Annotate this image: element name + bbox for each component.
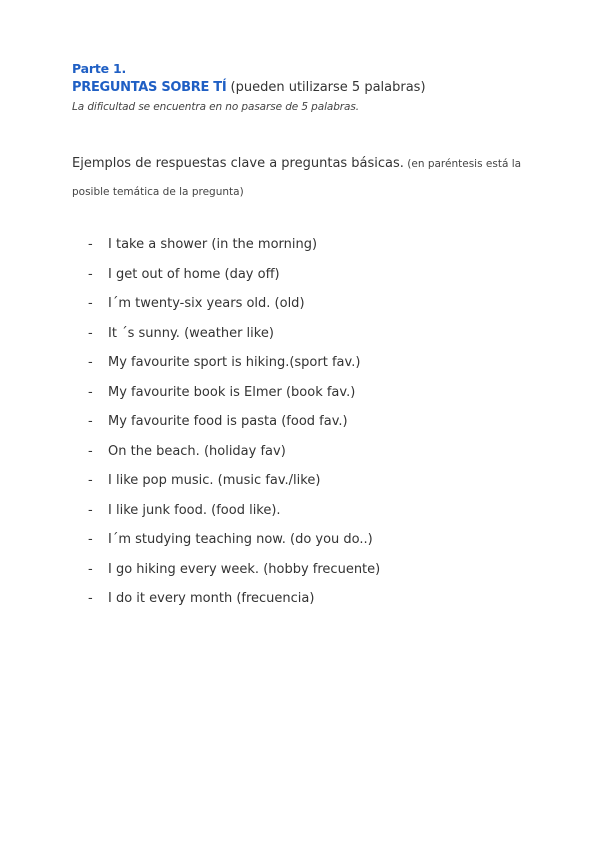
bullet-dash: -	[88, 473, 93, 489]
list-item-text: My favourite food is pasta (food fav.)	[108, 414, 348, 430]
list-item	[88, 319, 380, 349]
list-item	[88, 437, 380, 467]
list-item-text: My favourite sport is hiking.(sport fav.)	[108, 355, 361, 371]
section-heading	[72, 80, 426, 95]
list-item-text: I like pop music. (music fav./like)	[108, 473, 321, 489]
bullet-dash: -	[88, 591, 93, 607]
bullet-dash: -	[88, 532, 93, 548]
intro-note-text: (en paréntesis está la posible temática de la pregunta)	[72, 158, 522, 198]
bullet-dash: -	[88, 561, 93, 577]
list-item-text: It ´s sunny. (weather like)	[108, 325, 274, 341]
list-item-text: I´m studying teaching now. (do you do..)	[108, 532, 373, 548]
section-heading-note: (pueden utilizarse 5 palabras)	[226, 80, 426, 95]
list-item	[88, 348, 380, 378]
list-item-text: On the beach. (holiday fav)	[108, 443, 286, 459]
list-item	[88, 407, 380, 437]
list-item	[88, 378, 380, 408]
bullet-dash: -	[88, 355, 93, 371]
list-item-text: I get out of home (day off)	[108, 266, 280, 282]
bullet-dash: -	[88, 502, 93, 518]
list-item-text: I go hiking every week. (hobby frecuente)	[108, 561, 381, 577]
list-item	[88, 260, 380, 290]
list-item	[88, 584, 380, 614]
list-item	[88, 230, 380, 260]
list-item-text: I like junk food. (food like).	[108, 502, 281, 518]
intro-paragraph	[72, 150, 532, 206]
list-item-text: I do it every month (frecuencia)	[108, 591, 315, 607]
section-heading-title: PREGUNTAS SOBRE TÍ	[72, 80, 227, 95]
bullet-dash: -	[88, 443, 93, 459]
bullet-dash: -	[88, 266, 93, 282]
list-item-text: I´m twenty-six years old. (old)	[108, 296, 305, 312]
bullet-dash: -	[88, 237, 93, 253]
list-item	[88, 289, 380, 319]
section-subtitle: La dificultad se encuentra en no pasarse de 5 palabras.	[72, 101, 359, 113]
intro-main-text: Ejemplos de respuestas clave a preguntas básicas.	[72, 156, 404, 171]
list-item	[88, 525, 380, 555]
list-item	[88, 496, 380, 526]
bullet-dash: -	[88, 414, 93, 430]
list-item	[88, 555, 380, 585]
list-item-text: My favourite book is Elmer (book fav.)	[108, 384, 356, 400]
bullet-dash: -	[88, 296, 93, 312]
bullet-dash: -	[88, 384, 93, 400]
bullet-dash: -	[88, 325, 93, 341]
list-item-text: I take a shower (in the morning)	[108, 237, 318, 253]
list-item	[88, 466, 380, 496]
answer-list	[88, 230, 380, 614]
part-label: Parte 1.	[72, 61, 127, 76]
